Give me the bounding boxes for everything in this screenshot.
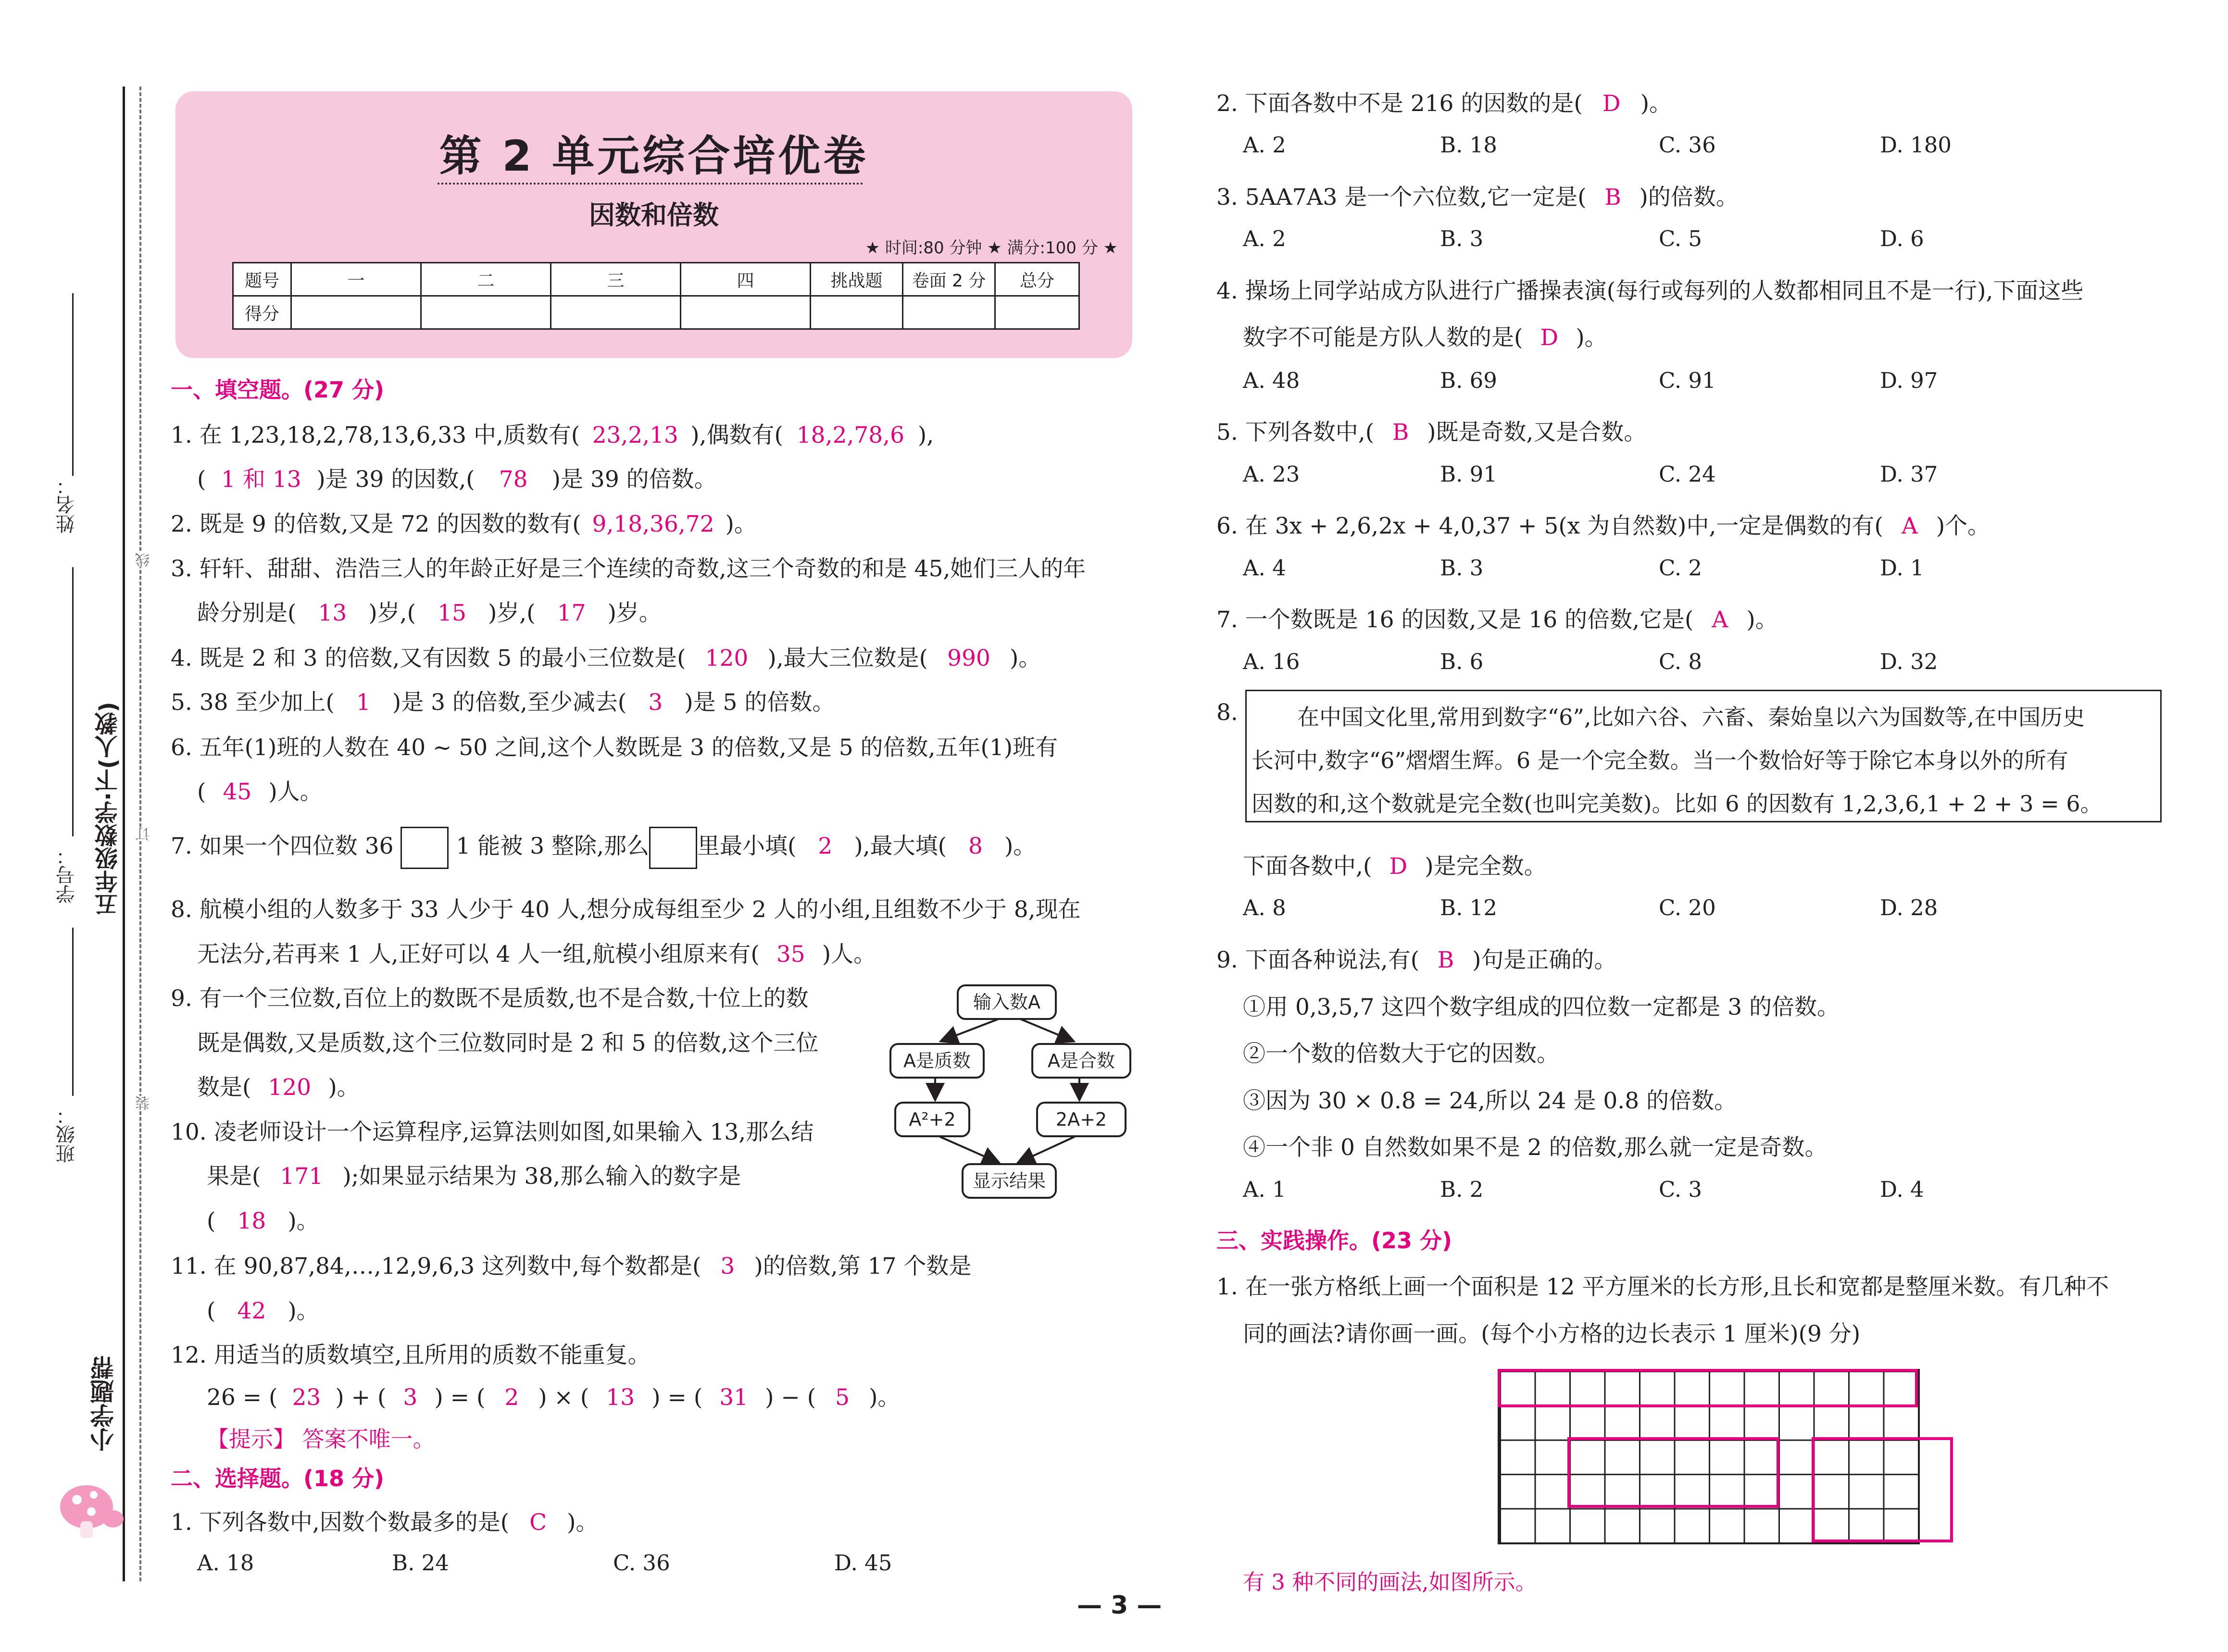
q6-text: ( — [197, 779, 206, 805]
q7-line — [171, 827, 1036, 869]
q12-text: ) + ( — [335, 1384, 387, 1411]
q4-answer-min: 120 — [705, 645, 749, 671]
s2-q5-option-b: B. 91 — [1440, 461, 1497, 487]
q1-answer-primes: 23,2,13 — [592, 422, 678, 448]
class-label: 班级： — [56, 1105, 78, 1163]
q7-text: ),最大填( — [854, 833, 947, 859]
score-header-cell: 四 — [681, 263, 811, 296]
s2-q8-option-d: D. 28 — [1880, 895, 1938, 920]
s2-q9-line — [1216, 942, 1616, 974]
score-header-cell: 三 — [551, 263, 681, 296]
exam-meta: ★ 时间:80 分钟 ★ 满分:100 分 ★ — [865, 238, 1118, 258]
page-subtitle: 因数和倍数 — [589, 200, 719, 230]
s2-q3-option-c: C. 5 — [1659, 226, 1702, 251]
s2-q6-option-d: D. 1 — [1880, 555, 1924, 581]
score-cell[interactable] — [903, 296, 995, 329]
score-cell[interactable] — [551, 296, 681, 329]
s2-q8-passage-box — [1245, 690, 2162, 822]
flowchart-output: 显示结果 — [962, 1163, 1057, 1199]
s2-q1-text: )。 — [567, 1509, 599, 1536]
q12-answer: 3 — [403, 1384, 418, 1411]
q9-line3 — [197, 1069, 360, 1102]
s2-q1-option-c: C. 36 — [613, 1550, 670, 1576]
q5-text: )是 3 的倍数,至少减去( — [392, 689, 627, 716]
s2-q8-number: 8. — [1216, 699, 1238, 726]
q9-text: 数是( — [197, 1074, 251, 1101]
hint-label: 【提示】 — [207, 1426, 295, 1452]
s2-q3-text: 3. 5AA7A3 是一个六位数,它一定是( — [1216, 184, 1587, 211]
q10-text: );如果显示结果为 38,那么输入的数字是 — [342, 1163, 741, 1190]
q4-line — [171, 640, 1041, 672]
s2-q4-option-c: C. 91 — [1659, 368, 1716, 393]
q9-line2: 既是偶数,又是质数,这个三位数同时是 2 和 5 的倍数,这个三位 — [197, 1030, 819, 1056]
s2-q9-text: )句是正确的。 — [1472, 947, 1617, 973]
q7-answer-max: 8 — [968, 833, 983, 859]
q3-answer-3: 17 — [557, 600, 586, 626]
q2-text: 2. 既是 9 的倍数,又是 72 的因数的数有( — [171, 511, 581, 537]
q1-answer-factors: 1 和 13 — [221, 466, 301, 493]
q7-text: 里最小填( — [697, 833, 797, 859]
q9-line1: 9. 有一个三位数,百位上的数既不是质数,也不是合数,十位上的数 — [171, 985, 809, 1012]
q12-text: )。 — [869, 1384, 901, 1411]
s2-q2-option-c: C. 36 — [1659, 132, 1716, 158]
q7-text: 1 能被 3 整除,那么 — [456, 833, 650, 859]
s2-q9-statement: ①用 0,3,5,7 这四个数字组成的四位数一定都是 3 的倍数。 — [1243, 994, 1840, 1020]
q8-line2 — [197, 936, 876, 969]
s2-q7-text: )。 — [1746, 607, 1778, 633]
q2-line — [171, 506, 757, 538]
q12-line1: 12. 用适当的质数填空,且所用的质数不能重复。 — [171, 1342, 651, 1368]
q1-text: ), — [917, 422, 934, 448]
q1-answer-evens: 18,2,78,6 — [796, 422, 905, 448]
s2-q8-option-c: C. 20 — [1659, 895, 1716, 920]
s2-q8-text: 下面各数中,( — [1243, 853, 1372, 880]
s2-q7-option-d: D. 32 — [1880, 649, 1938, 674]
score-table-score-row — [233, 296, 1079, 329]
s2-q9-option-a: A. 1 — [1243, 1177, 1286, 1202]
score-header-cell: 二 — [421, 263, 551, 296]
s2-q4-option-a: A. 48 — [1243, 368, 1300, 393]
s2-q5-line — [1216, 414, 1646, 447]
class-underline — [72, 928, 74, 1096]
score-cell[interactable] — [811, 296, 903, 329]
s2-q9-statement: ④一个非 0 自然数如果不是 2 的倍数,那么就一定是奇数。 — [1243, 1134, 1827, 1161]
s2-q9-answer: B — [1437, 947, 1454, 973]
q3-text: )岁。 — [607, 600, 662, 626]
q11-answer-factor: 3 — [720, 1253, 735, 1279]
q10-line1: 10. 凌老师设计一个运算程序,运算法则如图,如果输入 13,那么结 — [171, 1119, 814, 1145]
q12-text: ) = ( — [651, 1384, 703, 1411]
q10-answer-output: 171 — [280, 1163, 324, 1190]
q4-text: 4. 既是 2 和 3 的倍数,又有因数 5 的最小三位数是( — [171, 645, 686, 671]
s2-q4-option-d: D. 97 — [1880, 368, 1938, 393]
s2-q4-line1: 4. 操场上同学站成方队进行广播操表演(每行或每列的人数都相同且不是一行),下面这些 — [1216, 278, 2084, 304]
s2-q5-answer: B — [1392, 419, 1409, 446]
name-label: 姓名： — [56, 476, 78, 534]
s2-q4-line2 — [1243, 320, 1607, 352]
q10-line2 — [207, 1158, 741, 1191]
s2-q7-answer: A — [1712, 607, 1728, 633]
s2-q6-line — [1216, 508, 1990, 540]
s2-q3-answer: B — [1604, 184, 1621, 211]
s2-q6-text: )个。 — [1936, 513, 1990, 539]
s2-q8-option-a: A. 8 — [1243, 895, 1286, 920]
s2-q1-option-b: B. 24 — [392, 1550, 449, 1576]
q10-text: )。 — [288, 1208, 319, 1234]
q8-text: 无法分,若再来 1 人,正好可以 4 人一组,航模小组原来有( — [197, 941, 760, 968]
s2-q5-option-d: D. 37 — [1880, 461, 1938, 487]
q12-answer: 5 — [835, 1384, 850, 1411]
score-cell[interactable] — [291, 296, 421, 329]
score-row-label: 得分 — [233, 296, 291, 329]
q3-line2 — [197, 595, 662, 627]
cut-mark-2: 订 — [134, 827, 155, 841]
s3-q1-line1: 1. 在一张方格纸上画一个面积是 12 平方厘米的长方形,且长和宽都是整厘米数。有几种不 — [1216, 1274, 2109, 1300]
s2-q6-option-c: C. 2 — [1659, 555, 1702, 581]
s2-q9-option-d: D. 4 — [1880, 1177, 1924, 1202]
q1-line1 — [171, 417, 934, 449]
s2-q9-option-b: B. 2 — [1440, 1177, 1484, 1202]
q4-answer-max: 990 — [947, 645, 990, 671]
s2-q3-option-a: A. 2 — [1243, 226, 1286, 251]
q9-text: )。 — [328, 1074, 360, 1101]
s2-q5-text: 5. 下列各数中,( — [1216, 419, 1375, 446]
rectangle-6x2 — [1567, 1437, 1779, 1508]
flowchart-op-double: 2A+2 — [1036, 1102, 1127, 1137]
s2-q6-option-b: B. 3 — [1440, 555, 1484, 581]
s3-q1-answer: 有 3 种不同的画法,如图所示。 — [1243, 1569, 1537, 1595]
q10-text: ( — [207, 1208, 216, 1234]
s2-q6-text: 6. 在 3x + 2,6,2x + 4,0,37 + 5(x 为自然数)中,一定是偶数的有( — [1216, 513, 1883, 539]
score-table-header-row — [233, 263, 1079, 296]
score-header-cell: 题号 — [233, 263, 291, 296]
s2-q8-answer: D — [1389, 853, 1408, 880]
s3-q1-line2: 同的画法?请你画一画。(每个小方格的边长表示 1 厘米)(9 分) — [1243, 1321, 1861, 1347]
s2-q5-option-a: A. 23 — [1243, 461, 1300, 487]
id-underline — [72, 567, 74, 836]
q8-line1: 8. 航模小组的人数多于 33 人少于 40 人,想分成每组至少 2 人的小组,且组数不少于 8,现在 — [171, 896, 1081, 923]
s2-q2-option-b: B. 18 — [1440, 132, 1497, 158]
q4-text: ),最大三位数是( — [767, 645, 928, 671]
q1-text: 1. 在 1,23,18,2,78,13,6,33 中,质数有( — [171, 422, 580, 448]
q3-text: )岁,( — [488, 600, 536, 626]
q11-line2 — [207, 1293, 319, 1325]
q3-text: )岁,( — [368, 600, 416, 626]
q12-answer: 2 — [504, 1384, 519, 1411]
q1-text: )是 39 的倍数。 — [551, 466, 717, 493]
q2-answer: 9,18,36,72 — [592, 511, 714, 537]
q11-text: )的倍数,第 17 个数是 — [754, 1253, 972, 1279]
mushroom-logo-icon — [55, 1480, 127, 1543]
s2-q9-text: 9. 下面各种说法,有( — [1216, 947, 1420, 973]
q3-answer-2: 15 — [438, 600, 466, 626]
s2-q7-text: 7. 一个数既是 16 的因数,又是 16 的倍数,它是( — [1216, 607, 1694, 633]
flowchart-prime-branch: A是质数 — [889, 1043, 985, 1079]
brand-label: 小学题帮 — [90, 1355, 118, 1452]
q5-answer-sub: 3 — [648, 689, 663, 716]
s2-q4-option-b: B. 69 — [1440, 368, 1497, 393]
q10-line3 — [207, 1203, 319, 1235]
s2-q7-option-a: A. 16 — [1243, 649, 1300, 674]
s2-q7-line — [1216, 602, 1778, 634]
q6-line1: 6. 五年(1)班的人数在 40 ~ 50 之间,这个人数既是 3 的倍数,又是 5 的倍数,五年(1)班有 — [171, 734, 1058, 761]
score-header-cell: 卷面 2 分 — [903, 263, 995, 296]
flowchart-input: 输入数A — [957, 984, 1057, 1020]
q12-text: ) = ( — [434, 1384, 486, 1411]
q12-hint — [207, 1422, 435, 1453]
s2-q6-option-a: A. 4 — [1243, 555, 1286, 581]
s2-q3-option-b: B. 3 — [1440, 226, 1484, 251]
hint-text: 答案不唯一。 — [302, 1426, 435, 1452]
q12-answer: 23 — [292, 1384, 321, 1411]
q8-answer: 35 — [776, 941, 805, 968]
q5-line — [171, 684, 835, 717]
section3-title: 三、实践操作。(23 分) — [1216, 1228, 1452, 1254]
s2-q4-text: 数字不可能是方队人数的是( — [1243, 324, 1523, 351]
header-panel — [175, 91, 1132, 358]
s2-q8-option-b: B. 12 — [1440, 895, 1497, 920]
s2-q8-line — [1243, 848, 1547, 881]
q4-text: )。 — [1010, 645, 1041, 671]
q1-text: ( — [197, 466, 206, 493]
q1-text: ),偶数有( — [690, 422, 783, 448]
q12-equation — [207, 1379, 900, 1412]
s2-q5-text: )既是奇数,又是合数。 — [1427, 419, 1647, 446]
s2-q5-option-c: C. 24 — [1659, 461, 1716, 487]
passage-line: 长河中,数字“6”熠熠生辉。6 是一个完全数。当一个数恰好等于除它本身以外的所有 — [1252, 747, 2068, 773]
q1-line2 — [197, 461, 717, 494]
s2-q3-option-d: D. 6 — [1880, 226, 1924, 251]
s2-q6-answer: A — [1901, 513, 1918, 539]
q5-text: )是 5 的倍数。 — [684, 689, 835, 716]
q7-text: )。 — [1004, 833, 1036, 859]
q7-answer-min: 2 — [818, 833, 833, 859]
rectangle-4x3 — [1812, 1437, 1953, 1542]
s2-q4-text: )。 — [1576, 324, 1607, 351]
q12-answer: 13 — [606, 1384, 635, 1411]
q2-text: )。 — [725, 511, 757, 537]
s2-q8-text: )是完全数。 — [1425, 853, 1547, 880]
q7-digit-box[interactable] — [649, 827, 697, 869]
id-label: 学号： — [56, 846, 78, 904]
q6-line2 — [197, 774, 323, 806]
score-header-cell: 一 — [291, 263, 421, 296]
s2-q3-text: )的倍数。 — [1639, 184, 1739, 211]
s2-q1-option-d: D. 45 — [834, 1550, 892, 1576]
s2-q2-line — [1216, 86, 1672, 118]
section2-title: 二、选择题。(18 分) — [171, 1466, 385, 1491]
s2-q3-line — [1216, 179, 1739, 211]
page-number: — 3 — — [1077, 1591, 1162, 1620]
s2-q4-answer: D — [1540, 324, 1559, 351]
q1-answer-multiple: 78 — [499, 466, 528, 493]
q1-text: )是 39 的因数,( — [316, 466, 475, 493]
score-table — [232, 262, 1080, 330]
flowchart-composite-branch: A是合数 — [1031, 1043, 1131, 1079]
score-cell[interactable] — [995, 296, 1079, 329]
q12-text: 26 = ( — [207, 1384, 278, 1411]
q6-text: )人。 — [268, 779, 323, 805]
q7-digit-box[interactable] — [401, 827, 449, 869]
q11-line1 — [171, 1248, 971, 1280]
q5-answer-add: 1 — [356, 689, 371, 716]
s2-q2-text: 2. 下面各数中不是 216 的因数的是( — [1216, 90, 1583, 117]
q11-text: )。 — [288, 1298, 319, 1324]
passage-line: 因数的和,这个数就是完全数(也叫完美数)。比如 6 的因数有 1,2,3,6,1 + 2 + 3 = 6。 — [1252, 791, 2103, 817]
page-title: 第 2 单元综合培优卷 — [439, 131, 869, 181]
s2-q2-option-a: A. 2 — [1243, 132, 1286, 158]
s2-q1-option-a: A. 18 — [197, 1550, 254, 1576]
book-label: 五年级数学·下(人教) — [95, 702, 122, 917]
q11-text: ( — [207, 1298, 216, 1324]
q5-text: 5. 38 至少加上( — [171, 689, 335, 716]
passage-line: 在中国文化里,常用到数字“6”,比如六谷、六畜、秦始皇以六为国数等,在中国历史 — [1297, 704, 2085, 730]
s2-q2-text: )。 — [1640, 90, 1672, 117]
q8-text: )人。 — [822, 941, 876, 968]
section1-title: 一、填空题。(27 分) — [171, 377, 385, 403]
q12-text: ) − ( — [765, 1384, 816, 1411]
q12-answer: 31 — [719, 1384, 749, 1411]
square-grid[interactable] — [1498, 1369, 1920, 1544]
q10-answer-input: 18 — [237, 1208, 266, 1234]
name-underline — [72, 293, 74, 476]
q12-text: ) × ( — [538, 1384, 589, 1411]
cut-mark-3: 装 — [134, 1096, 155, 1110]
s2-q7-option-c: C. 8 — [1659, 649, 1702, 674]
score-header-cell: 总分 — [995, 263, 1079, 296]
q11-text: 11. 在 90,87,84,…,12,9,6,3 这列数中,每个数都是( — [171, 1253, 701, 1279]
q3-answer-1: 13 — [318, 600, 347, 626]
s2-q9-option-c: C. 3 — [1659, 1177, 1702, 1202]
rectangle-12x1 — [1498, 1369, 1918, 1407]
s2-q9-statement: ②一个数的倍数大于它的因数。 — [1243, 1041, 1559, 1067]
s2-q9-statement: ③因为 30 × 0.8 = 24,所以 24 是 0.8 的倍数。 — [1243, 1088, 1737, 1114]
q9-answer: 120 — [268, 1074, 312, 1101]
q7-text: 7. 如果一个四位数 36 — [171, 833, 394, 859]
q6-answer: 45 — [223, 779, 252, 805]
flowchart-op-square: A²+2 — [894, 1102, 970, 1137]
score-cell[interactable] — [681, 296, 811, 329]
title-divider — [438, 183, 863, 185]
q3-text: 龄分别是( — [197, 600, 297, 626]
s2-q2-answer: D — [1602, 90, 1621, 117]
q3-line1: 3. 轩轩、甜甜、浩浩三人的年龄正好是三个连续的奇数,这三个奇数的和是 45,她们三人的年 — [171, 556, 1086, 582]
s2-q2-option-d: D. 180 — [1880, 132, 1952, 158]
s2-q1-text: 1. 下列各数中,因数个数最多的是( — [171, 1509, 510, 1536]
cut-mark-1: 线 — [134, 553, 155, 567]
q10-text: 果是( — [207, 1163, 261, 1190]
s2-q1-answer: C — [529, 1509, 547, 1536]
s2-q7-option-b: B. 6 — [1440, 649, 1484, 674]
score-cell[interactable] — [421, 296, 551, 329]
score-header-cell: 挑战题 — [811, 263, 903, 296]
q11-answer-17th: 42 — [237, 1298, 266, 1324]
s2-q1-line — [171, 1504, 598, 1537]
